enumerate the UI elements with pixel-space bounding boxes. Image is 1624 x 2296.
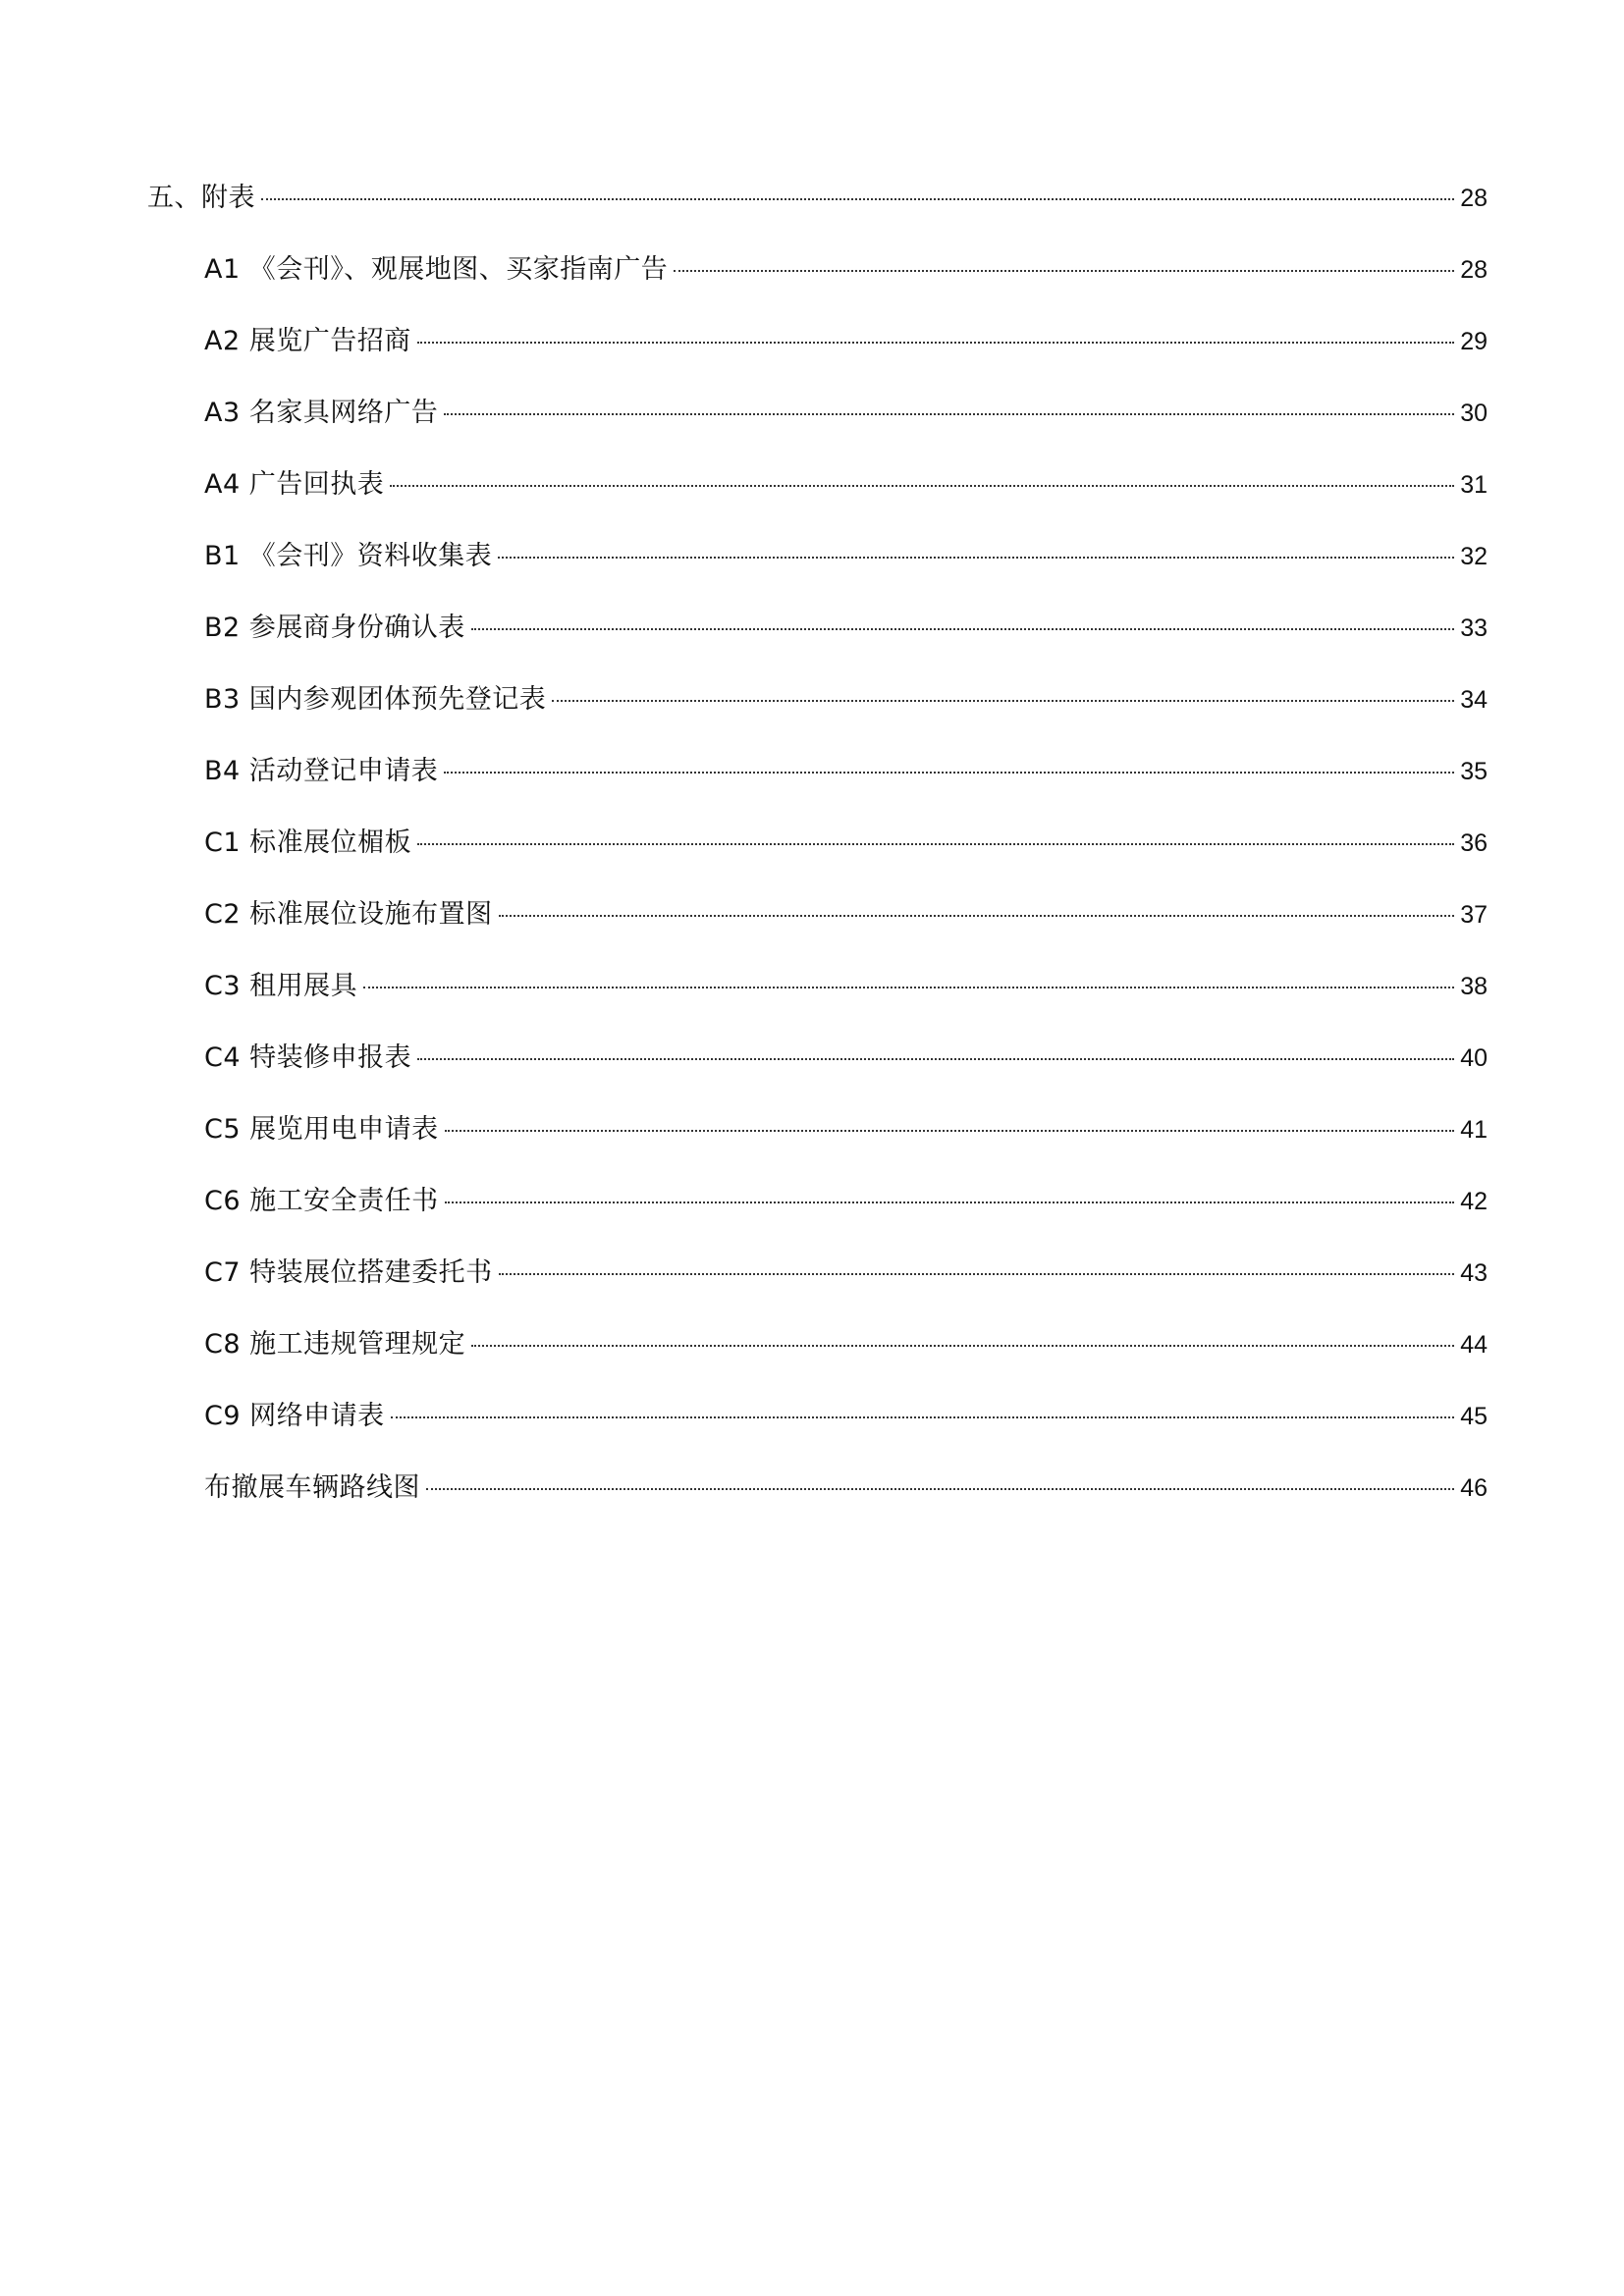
toc-entry-title: C7 特装展位搭建委托书 — [204, 1257, 493, 1288]
toc-entry[interactable] — [204, 895, 1488, 934]
toc-leader-dots — [417, 342, 1454, 344]
toc-leader-dots — [498, 557, 1454, 559]
toc-leader-dots — [471, 1345, 1454, 1347]
toc-leader-dots — [417, 843, 1454, 845]
toc-entry[interactable] — [204, 752, 1488, 791]
toc-entry-title: C1 标准展位楣板 — [204, 828, 412, 858]
toc-entry-page: 46 — [1460, 1474, 1488, 1502]
toc-entry-page: 29 — [1460, 328, 1488, 355]
toc-leader-dots — [426, 1488, 1454, 1490]
toc-entry-page: 45 — [1460, 1403, 1488, 1430]
toc-entry[interactable] — [204, 1254, 1488, 1293]
toc-entry[interactable] — [204, 1039, 1488, 1078]
toc-entry-title: C8 施工违规管理规定 — [204, 1329, 466, 1360]
toc-leader-dots — [261, 198, 1454, 200]
toc-entry-page: 31 — [1460, 471, 1488, 499]
toc-entry-title: B2 参展商身份确认表 — [204, 613, 465, 643]
toc-entry-title: 五、附表 — [147, 183, 255, 213]
toc-entry-page: 42 — [1460, 1188, 1488, 1215]
toc-entry[interactable] — [204, 465, 1488, 505]
toc-entry-title: C4 特装修申报表 — [204, 1042, 412, 1073]
toc-entry-page: 38 — [1460, 973, 1488, 1000]
toc-entry-title: B4 活动登记申请表 — [204, 756, 439, 786]
toc-leader-dots — [499, 1273, 1455, 1275]
toc-entry-page: 30 — [1460, 400, 1488, 427]
toc-leader-dots — [444, 413, 1454, 415]
toc-entry-page: 36 — [1460, 829, 1488, 857]
toc-entry-title: A1 《会刊》、观展地图、买家指南广告 — [204, 254, 669, 285]
toc-leader-dots — [444, 772, 1454, 774]
toc-entry-title: C2 标准展位设施布置图 — [204, 899, 493, 930]
toc-entry[interactable] — [204, 824, 1488, 863]
toc-entry-page: 35 — [1460, 758, 1488, 785]
toc-entry[interactable] — [204, 250, 1488, 290]
toc-leader-dots — [363, 987, 1454, 988]
toc-entry[interactable] — [204, 967, 1488, 1006]
toc-entry-title: C3 租用展具 — [204, 971, 358, 1001]
toc-entry-title: C5 展览用电申请表 — [204, 1114, 439, 1145]
toc-leader-dots — [417, 1058, 1454, 1060]
toc-entry[interactable] — [204, 394, 1488, 433]
toc-entry-page: 43 — [1460, 1259, 1488, 1287]
toc-leader-dots — [674, 270, 1454, 272]
toc-entry[interactable] — [204, 1468, 1488, 1508]
toc-entry-title: 布撤展车辆路线图 — [204, 1472, 420, 1503]
toc-leader-dots — [445, 1130, 1455, 1132]
toc-entry[interactable] — [204, 1397, 1488, 1436]
toc-entry-title: C9 网络申请表 — [204, 1401, 385, 1431]
toc-entry-page: 32 — [1460, 543, 1488, 570]
toc-entry-title: A2 展览广告招商 — [204, 326, 411, 356]
toc-leader-dots — [390, 485, 1454, 487]
toc-leader-dots — [499, 915, 1455, 917]
toc-entry-page: 28 — [1460, 256, 1488, 284]
toc-entry-title: B1 《会刊》资料收集表 — [204, 541, 493, 571]
toc-entry-page: 34 — [1460, 686, 1488, 714]
toc-entry[interactable] — [204, 537, 1488, 576]
toc-entry-page: 40 — [1460, 1044, 1488, 1072]
toc-entry-page: 41 — [1460, 1116, 1488, 1144]
toc-entry[interactable] — [204, 609, 1488, 648]
toc-entry-page: 37 — [1460, 901, 1488, 929]
toc-leader-dots — [445, 1201, 1455, 1203]
toc-entry-page: 28 — [1460, 185, 1488, 212]
toc-leader-dots — [391, 1416, 1455, 1418]
toc-entry[interactable] — [147, 179, 1488, 218]
toc-entry[interactable] — [204, 1182, 1488, 1221]
toc-entry-page: 33 — [1460, 614, 1488, 642]
toc-entry[interactable] — [204, 680, 1488, 720]
toc-entry[interactable] — [204, 322, 1488, 361]
toc-entry[interactable] — [204, 1325, 1488, 1364]
toc-leader-dots — [471, 628, 1454, 630]
toc-entry-title: B3 国内参观团体预先登记表 — [204, 684, 547, 715]
toc-entry-title: A4 广告回执表 — [204, 469, 385, 500]
toc-entry-page: 44 — [1460, 1331, 1488, 1359]
toc-entry-title: A3 名家具网络广告 — [204, 398, 439, 428]
toc-leader-dots — [552, 700, 1454, 702]
toc-entry-title: C6 施工安全责任书 — [204, 1186, 439, 1216]
toc-entry[interactable] — [204, 1110, 1488, 1149]
